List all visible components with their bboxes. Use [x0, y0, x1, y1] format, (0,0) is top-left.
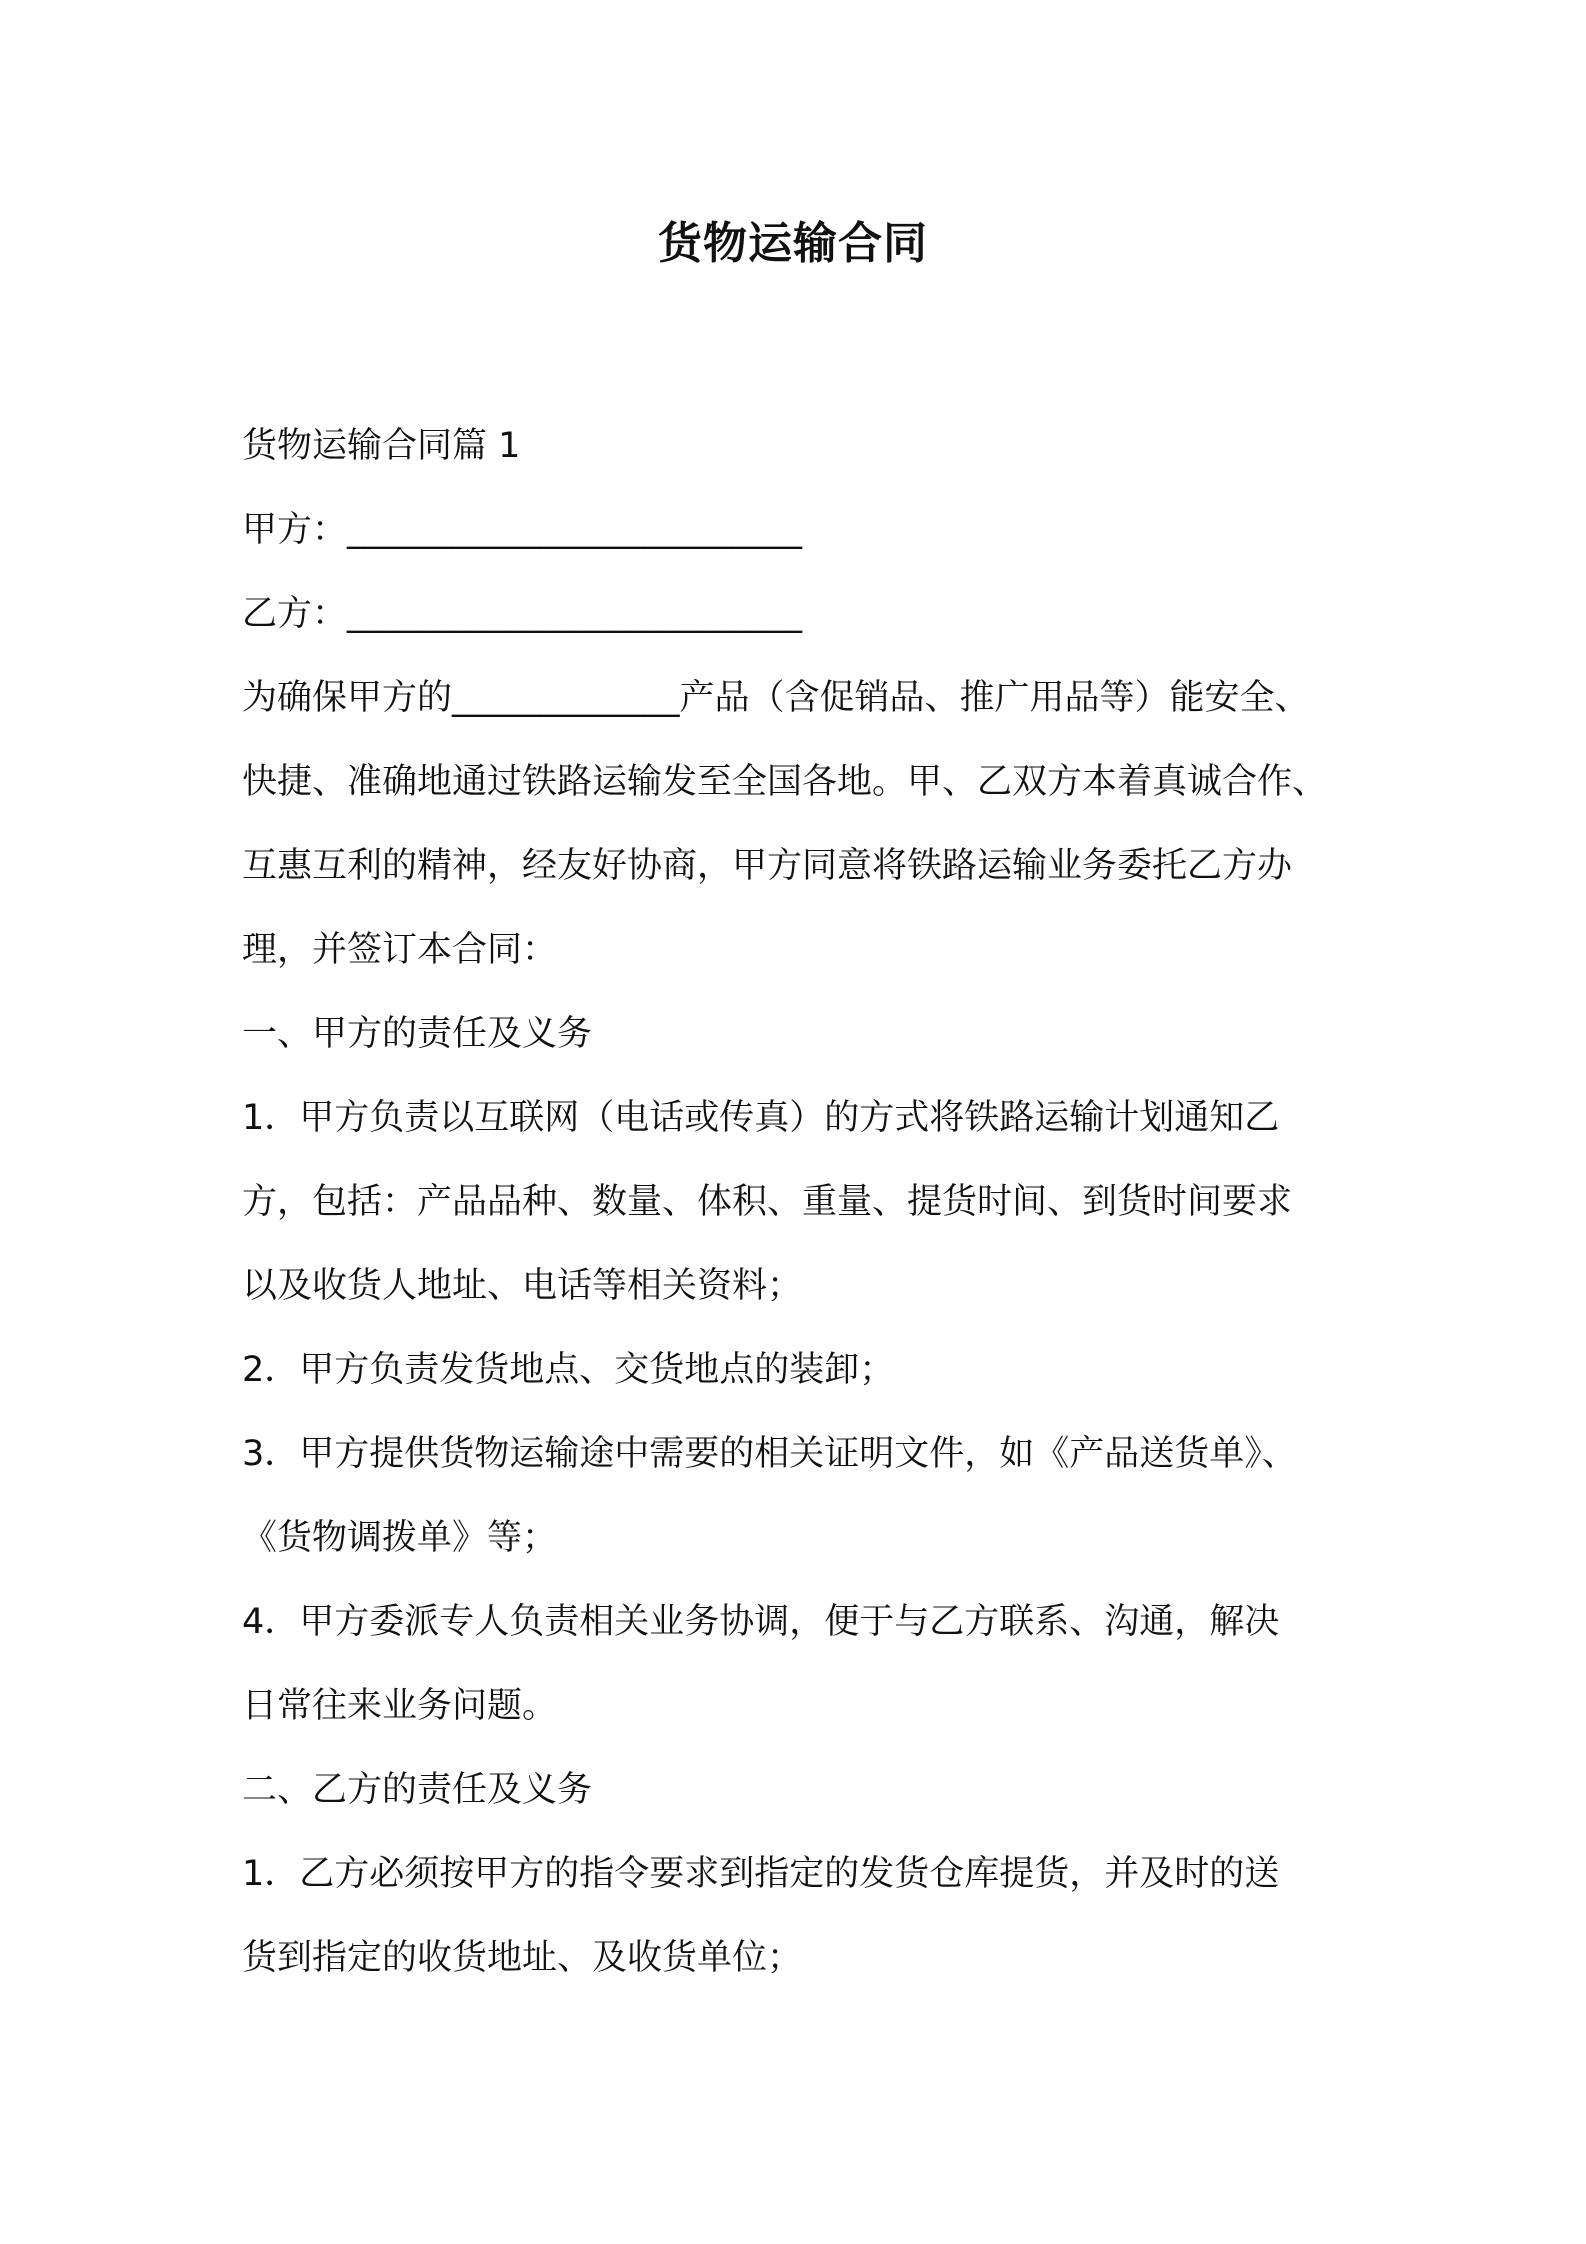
paragraph-line: 为确保甲方的_____________产品（含促销品、推广用品等）能安全、 — [242, 678, 1310, 718]
clause-line: 《货物调拨单》等； — [242, 1518, 558, 1558]
section-heading: 一、甲方的责任及义务 — [242, 1014, 593, 1054]
section-heading: 货物运输合同篇 1 — [242, 426, 521, 466]
party-a-field: 甲方：__________________________ — [242, 510, 803, 550]
clause-line: 1．乙方必须按甲方的指令要求到指定的发货仓库提货，并及时的送 — [242, 1854, 1280, 1894]
clause-line: 3．甲方提供货物运输途中需要的相关证明文件，如《产品送货单》、 — [242, 1434, 1297, 1474]
clause-line: 1．甲方负责以互联网（电话或传真）的方式将铁路运输计划通知乙 — [242, 1098, 1280, 1138]
section-heading: 二、乙方的责任及义务 — [242, 1770, 593, 1810]
document-title: 货物运输合同 — [658, 218, 928, 269]
party-b-field: 乙方：__________________________ — [242, 594, 803, 634]
clause-line: 4．甲方委派专人负责相关业务协调，便于与乙方联系、沟通，解决 — [242, 1602, 1280, 1642]
paragraph-line: 理，并签订本合同： — [242, 930, 558, 970]
document-body — [242, 404, 1362, 2000]
clause-line: 2．甲方负责发货地点、交货地点的装卸； — [242, 1350, 895, 1390]
clause-line: 日常往来业务问题。 — [242, 1686, 558, 1726]
clause-line: 以及收货人地址、电话等相关资料； — [242, 1266, 803, 1306]
paragraph-line: 快捷、准确地通过铁路运输发至全国各地。甲、乙双方本着真诚合作、 — [242, 762, 1328, 802]
paragraph-line: 互惠互利的精神，经友好协商，甲方同意将铁路运输业务委托乙方办 — [242, 846, 1293, 886]
clause-line: 方，包括：产品品种、数量、体积、重量、提货时间、到货时间要求 — [242, 1182, 1293, 1222]
clause-line: 货到指定的收货地址、及收货单位； — [242, 1938, 803, 1978]
